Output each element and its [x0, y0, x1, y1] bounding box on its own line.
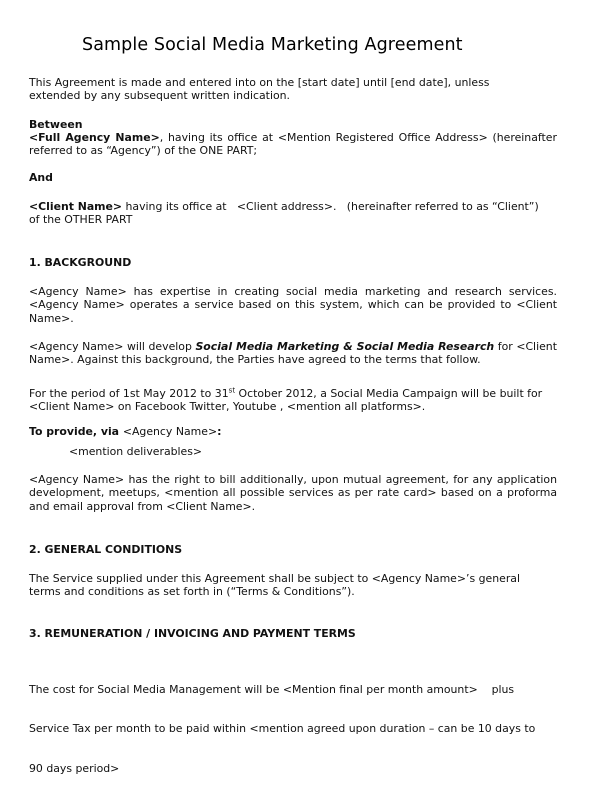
intro-paragraph: [29, 76, 557, 103]
deliverables-item: <mention deliverables>: [69, 445, 203, 458]
background-paragraph-2-end: for <Client Name>. Against this background, the Parties have agreed to the terms that follow.: [29, 340, 557, 367]
to-provide-label: To provide, via: [29, 425, 123, 438]
background-paragraph-2: [29, 340, 557, 367]
ordinal-suffix: st: [228, 386, 236, 395]
remuneration-paragraph: [29, 656, 557, 802]
background-paragraph-2-start: <Agency Name> will develop: [29, 340, 196, 353]
campaign-period-start: For the period of 1st May 2012 to 31: [29, 387, 229, 400]
agency-party-paragraph: [29, 131, 557, 158]
intro-line-2: extended by any subsequent written indication.: [29, 89, 290, 103]
section-1-heading: 1. BACKGROUND: [29, 256, 132, 269]
client-name: <Client Name>: [29, 200, 123, 213]
service-emphasis: Social Media Marketing & Social Media Research: [195, 340, 495, 353]
agency-party-text: , having its office at <Mention Registered Office Address> (hereinafter referred to as “Agency”) of the ONE PART;: [29, 131, 557, 158]
to-provide-colon: :: [217, 425, 222, 438]
full-agency-name: <Full Agency Name>: [29, 131, 160, 144]
remuneration-line-2: Service Tax per month to be paid within <mention agreed upon duration – can be 10 days to: [29, 722, 536, 736]
campaign-period-paragraph: [29, 387, 557, 414]
client-party-text: having its office at <Client address>. (hereinafter referred to as “Client”) of the OTHER PART: [29, 200, 543, 227]
intro-line-1: This Agreement is made and entered into on the [start date] until [end date], unless: [29, 76, 490, 89]
section-3-heading: 3. REMUNERATION / INVOICING AND PAYMENT TERMS: [29, 627, 356, 640]
between-label: Between: [29, 118, 83, 131]
to-provide-agency: <Agency Name>: [122, 425, 218, 438]
and-label: And: [29, 171, 53, 184]
document-title: Sample Social Media Marketing Agreement: [82, 35, 463, 55]
remuneration-line-1: The cost for Social Media Management will be <Mention final per month amount> plus: [29, 682, 515, 696]
background-paragraph-1: <Agency Name> has expertise in creating social media marketing and research services. <Agency Name> operates a service based on this system, which can be provided to <Client Name>.: [29, 285, 557, 325]
billing-paragraph: <Agency Name> has the right to bill additionally, upon mutual agreement, for any application development, meetups, <mention all possible services as per rate card> based on a proforma and email approval from <Client Name>.: [29, 473, 557, 513]
campaign-period-end: October 2012, a Social Media Campaign will be built for <Client Name> on Facebook Twitter, Youtube , <mention all platforms>.: [29, 387, 543, 414]
client-party-paragraph: [29, 200, 549, 227]
section-2-heading: 2. GENERAL CONDITIONS: [29, 543, 183, 556]
remuneration-line-3: 90 days period>: [29, 762, 120, 776]
to-provide-line: [29, 425, 557, 438]
general-conditions-paragraph: The Service supplied under this Agreement shall be subject to <Agency Name>’s general terms and conditions as set forth in (“Terms & Conditions”).: [29, 572, 520, 599]
